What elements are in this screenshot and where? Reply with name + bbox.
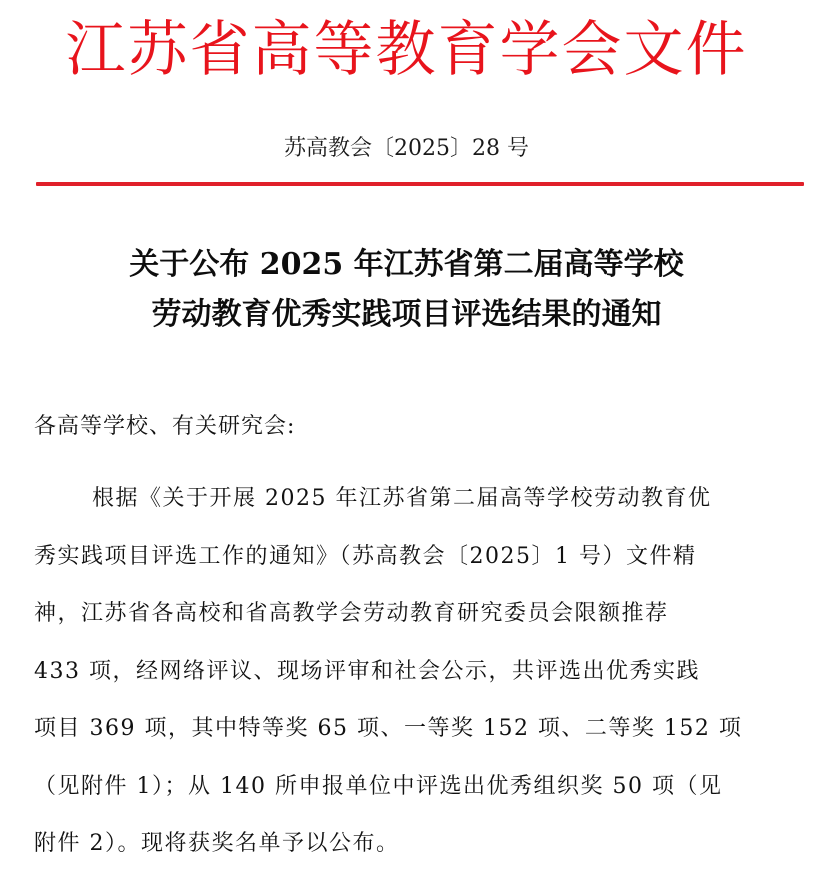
salutation: 各高等学校、有关研究会: xyxy=(34,414,296,439)
body-line: 433 项，经网络评议、现场评审和社会公示，共评选出优秀实践 xyxy=(34,658,700,684)
red-divider-rule xyxy=(36,182,804,186)
body-line: 附件 2）。现将获奖名单予以公布。 xyxy=(34,831,400,856)
body-line: 神，江苏省各高校和省高教学会劳动教育研究委员会限额推荐 xyxy=(34,601,669,626)
body-line: 根据《关于开展 2025 年江苏省第二届高等学校劳动教育优 xyxy=(92,486,712,511)
notice-title xyxy=(0,240,813,340)
body-line: 秀实践项目评选工作的通知》（苏高教会〔2025〕1 号）文件精 xyxy=(34,543,697,569)
body-paragraph xyxy=(34,470,804,873)
document-number: 苏高教会〔2025〕28 号 xyxy=(284,136,529,161)
body-line: （见附件 1）；从 140 所申报单位中评选出优秀组织奖 50 项（见 xyxy=(34,773,723,799)
masthead-title: 江苏省高等教育学会文件 xyxy=(65,15,748,85)
body-line: 项目 369 项，其中特等奖 65 项、一等奖 152 项、二等奖 152 项 xyxy=(34,716,743,741)
notice-title-line-2: 劳动教育优秀实践项目评选结果的通知 xyxy=(151,297,662,332)
notice-title-line-1: 关于公布 2025 年江苏省第二届高等学校 xyxy=(129,247,684,282)
